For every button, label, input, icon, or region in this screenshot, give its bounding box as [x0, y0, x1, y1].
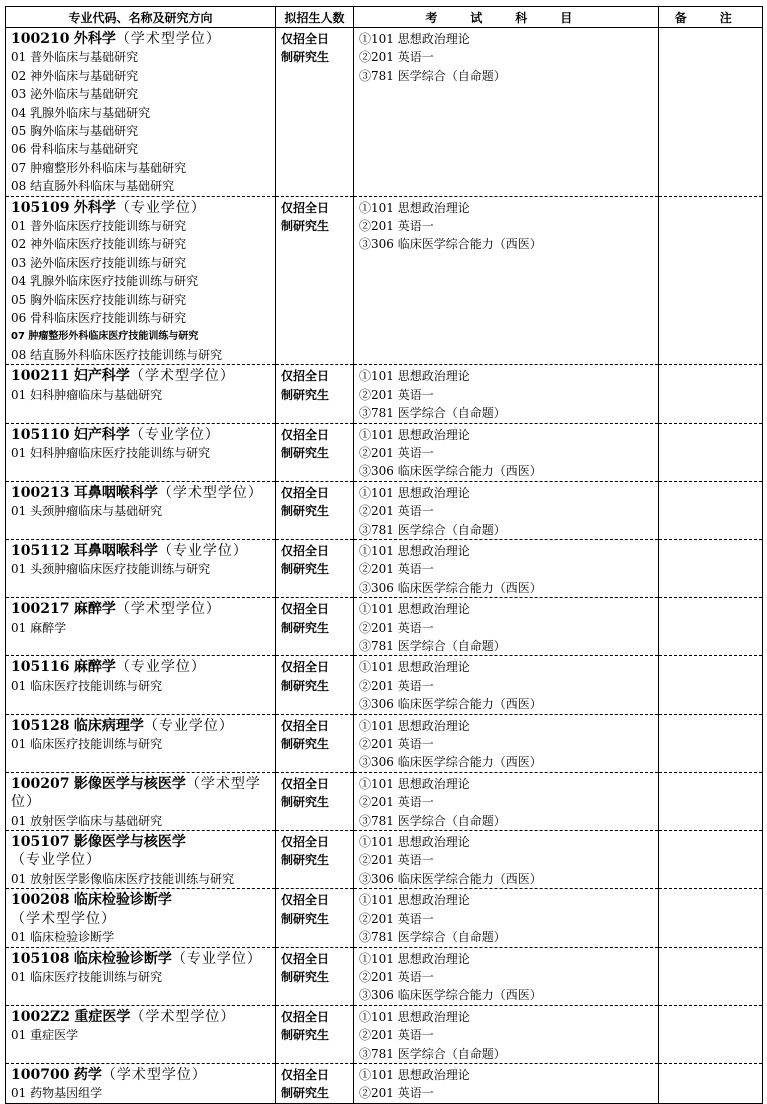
program-name: 影像医学与核医学	[73, 775, 186, 792]
program-heading	[11, 950, 272, 968]
research-direction: 01 药物基因组学	[11, 1086, 103, 1101]
program-code: 100700	[11, 1066, 70, 1083]
exam-subject: ③306 临床医学综合能力（西医）	[359, 464, 542, 479]
enrollment-mode: 仅招全日	[281, 660, 330, 675]
exam-subject: ①101 思想政治理论	[359, 602, 470, 617]
exam-subject: ③306 临床医学综合能力（西医）	[359, 580, 542, 595]
program-cell	[6, 889, 276, 947]
exam-cell	[354, 714, 659, 772]
research-direction: 02 神外临床医疗技能训练与研究	[11, 237, 187, 252]
enrollment-mode: 制研究生	[281, 853, 330, 868]
table-row	[6, 365, 763, 423]
program-name: 妇产科学	[73, 426, 130, 443]
exam-subject: ②201 英语一	[359, 853, 434, 868]
program-name: 妇产科学	[73, 368, 130, 385]
program-cell	[6, 656, 276, 714]
exam-cell	[354, 196, 659, 365]
exam-subject: ③781 医学综合（自命题）	[359, 406, 506, 421]
research-direction: 01 临床医疗技能训练与研究	[11, 678, 163, 693]
program-name: 影像医学与核医学	[73, 834, 186, 851]
program-heading	[11, 775, 272, 812]
program-code: 105112	[11, 542, 70, 559]
enrollment-mode: 制研究生	[281, 620, 330, 635]
program-cell	[6, 772, 276, 830]
exam-subject: ②201 英语一	[359, 445, 434, 460]
degree-type: （学术型学位）	[115, 31, 221, 47]
program-code: 100207	[11, 775, 70, 792]
program-cell	[6, 714, 276, 772]
remarks-cell	[659, 714, 763, 772]
enrollment-cell	[276, 831, 354, 889]
program-heading	[11, 484, 272, 502]
exam-subject: ①101 思想政治理论	[359, 427, 470, 442]
exam-subject: ②201 英语一	[359, 911, 434, 926]
research-direction: 07 肿瘤整形外科临床与基础研究	[11, 160, 187, 175]
program-cell	[6, 481, 276, 539]
program-cell	[6, 539, 276, 597]
research-direction: 01 放射医学临床与基础研究	[11, 813, 163, 828]
program-name: 临床检验诊断学	[73, 950, 172, 967]
research-direction: 04 乳腺外临床与基础研究	[11, 105, 151, 120]
remarks-cell	[659, 656, 763, 714]
program-heading	[11, 367, 272, 385]
enrollment-mode: 仅招全日	[281, 1009, 330, 1024]
remarks-cell	[659, 539, 763, 597]
exam-subject: ①101 思想政治理论	[359, 543, 470, 558]
program-heading	[11, 1066, 272, 1084]
exam-cell	[354, 481, 659, 539]
research-direction: 01 麻醉学	[11, 620, 67, 635]
remarks-cell	[659, 196, 763, 365]
program-cell	[6, 1005, 276, 1063]
exam-cell	[354, 947, 659, 1005]
exam-subject: ①101 思想政治理论	[359, 200, 470, 215]
exam-subject: ③781 医学综合（自命题）	[359, 1046, 506, 1061]
program-name: 临床检验诊断学	[73, 892, 172, 909]
program-heading	[11, 542, 272, 560]
exam-subject: ①101 思想政治理论	[359, 660, 470, 675]
enrollment-mode: 仅招全日	[281, 951, 330, 966]
exam-subject: ③781 医学综合（自命题）	[359, 930, 506, 945]
exam-cell	[354, 365, 659, 423]
enrollment-mode: 仅招全日	[281, 718, 330, 733]
exam-subject: ③306 临床医学综合能力（西医）	[359, 988, 542, 1003]
remarks-cell	[659, 1063, 763, 1103]
degree-type: （学术型学位）	[115, 601, 221, 618]
exam-subject: ③781 医学综合（自命题）	[359, 522, 506, 537]
exam-subject: ②201 英语一	[359, 504, 434, 519]
program-heading	[11, 30, 272, 48]
table-row	[6, 947, 763, 1005]
research-direction: 01 临床医疗技能训练与研究	[11, 737, 163, 752]
exam-cell	[354, 831, 659, 889]
program-name: 重症医学	[74, 1008, 131, 1025]
program-code: 105109	[11, 199, 70, 216]
program-code: 105107	[11, 834, 70, 851]
exam-subject: ②201 英语一	[359, 620, 434, 635]
exam-subject: ③306 临床医学综合能力（西医）	[359, 237, 542, 252]
enrollment-cell	[276, 772, 354, 830]
research-direction: 01 妇科肿瘤临床与基础研究	[11, 387, 163, 402]
table-row	[6, 598, 763, 656]
table-row	[6, 889, 763, 947]
exam-cell	[354, 656, 659, 714]
program-code: 100208	[11, 892, 70, 909]
remarks-cell	[659, 481, 763, 539]
exam-cell	[354, 1005, 659, 1063]
enrollment-mode: 制研究生	[281, 219, 330, 234]
degree-type: （专业学位）	[11, 852, 101, 869]
program-heading	[11, 833, 272, 870]
enrollment-mode: 仅招全日	[281, 602, 330, 617]
enrollment-mode: 制研究生	[281, 795, 330, 810]
enrollment-mode: 制研究生	[281, 387, 330, 402]
research-direction: 06 骨科临床与基础研究	[11, 142, 139, 157]
enrollment-cell	[276, 481, 354, 539]
exam-subject: ③306 临床医学综合能力（西医）	[359, 697, 542, 712]
program-code: 105116	[11, 659, 70, 676]
research-direction: 05 胸外临床医疗技能训练与研究	[11, 292, 187, 307]
degree-type: （学术型学位）	[129, 368, 235, 385]
remarks-cell	[659, 947, 763, 1005]
enrollment-cell	[276, 365, 354, 423]
exam-subject: ②201 英语一	[359, 969, 434, 984]
program-heading	[11, 1008, 272, 1026]
enrollment-cell	[276, 656, 354, 714]
table-row	[6, 539, 763, 597]
degree-type: （学术型学位）	[130, 1008, 236, 1025]
header-remarks: 备 注	[659, 7, 763, 28]
exam-subject: ②201 英语一	[359, 562, 434, 577]
enrollment-mode: 制研究生	[281, 504, 330, 519]
enrollment-mode: 仅招全日	[281, 427, 330, 442]
program-name: 耳鼻咽喉科学	[73, 542, 158, 559]
exam-subject: ②201 英语一	[359, 219, 434, 234]
enrollment-cell	[276, 539, 354, 597]
enrollment-cell	[276, 196, 354, 365]
program-code: 105128	[11, 717, 70, 734]
program-name: 临床病理学	[73, 717, 144, 734]
enrollment-cell	[276, 598, 354, 656]
remarks-cell	[659, 423, 763, 481]
research-direction: 01 临床检验诊断学	[11, 930, 115, 945]
program-heading	[11, 891, 272, 928]
exam-cell	[354, 423, 659, 481]
table-row	[6, 196, 763, 365]
enrollment-mode: 仅招全日	[281, 543, 330, 558]
exam-subject: ①101 思想政治理论	[359, 485, 470, 500]
exam-subject: ③781 医学综合（自命题）	[359, 68, 506, 83]
remarks-cell	[659, 889, 763, 947]
remarks-cell	[659, 1005, 763, 1063]
header-program: 专业代码、名称及研究方向	[6, 7, 276, 28]
program-code: 100217	[11, 601, 70, 618]
enrollment-cell	[276, 714, 354, 772]
degree-type: （专业学位）	[143, 717, 234, 734]
enrollment-mode: 仅招全日	[281, 200, 330, 215]
research-direction: 01 普外临床医疗技能训练与研究	[11, 219, 187, 234]
degree-type: （专业学位）	[115, 199, 206, 216]
program-cell	[6, 598, 276, 656]
table-row	[6, 772, 763, 830]
program-name: 药学	[73, 1066, 102, 1083]
enrollment-mode: 制研究生	[281, 678, 330, 693]
degree-type: （专业学位）	[171, 950, 262, 967]
enrollment-mode: 仅招全日	[281, 32, 330, 46]
research-direction: 06 骨科临床医疗技能训练与研究	[11, 311, 187, 326]
enrollment-mode: 制研究生	[281, 50, 330, 65]
program-cell	[6, 423, 276, 481]
exam-subject: ①101 思想政治理论	[359, 369, 470, 384]
remarks-cell	[659, 365, 763, 423]
exam-subject: ①101 思想政治理论	[359, 1009, 470, 1024]
enrollment-mode: 制研究生	[281, 911, 330, 926]
exam-subject: ①101 思想政治理论	[359, 1067, 470, 1082]
enrollment-mode: 仅招全日	[281, 1067, 330, 1082]
exam-cell	[354, 1063, 659, 1103]
enrollment-mode: 制研究生	[281, 969, 330, 984]
exam-subject: ②201 英语一	[359, 1028, 434, 1043]
enrollment-mode: 仅招全日	[281, 776, 330, 791]
exam-subject: ③781 医学综合（自命题）	[359, 813, 506, 828]
program-heading	[11, 658, 272, 676]
program-name: 外科学	[73, 199, 116, 216]
program-table	[5, 6, 763, 1104]
exam-subject: ①101 思想政治理论	[359, 718, 470, 733]
degree-type: （专业学位）	[115, 659, 206, 676]
exam-subject: ②201 英语一	[359, 795, 434, 810]
research-direction: 01 头颈肿瘤临床与基础研究	[11, 504, 163, 519]
research-direction: 03 泌外临床医疗技能训练与研究	[11, 255, 187, 270]
enrollment-cell	[276, 1063, 354, 1103]
program-code: 100211	[11, 368, 70, 385]
exam-subject: ①101 思想政治理论	[359, 893, 470, 908]
enrollment-mode: 制研究生	[281, 1086, 330, 1101]
table-row	[6, 481, 763, 539]
enrollment-mode: 仅招全日	[281, 893, 330, 908]
enrollment-mode: 仅招全日	[281, 485, 330, 500]
program-code: 105110	[11, 426, 70, 443]
enrollment-cell	[276, 28, 354, 197]
program-heading	[11, 426, 272, 444]
program-name: 麻醉学	[73, 659, 116, 676]
remarks-cell	[659, 772, 763, 830]
enrollment-mode: 仅招全日	[281, 835, 330, 850]
exam-subject: ②201 英语一	[359, 1086, 434, 1101]
research-direction: 04 乳腺外临床医疗技能训练与研究	[11, 274, 199, 289]
exam-cell	[354, 772, 659, 830]
program-cell	[6, 196, 276, 365]
exam-cell	[354, 539, 659, 597]
enrollment-cell	[276, 423, 354, 481]
program-code: 105108	[11, 950, 70, 967]
remarks-cell	[659, 598, 763, 656]
program-heading	[11, 199, 272, 217]
exam-subject: ②201 英语一	[359, 387, 434, 402]
exam-subject: ③306 临床医学综合能力（西医）	[359, 755, 542, 770]
enrollment-mode: 仅招全日	[281, 369, 330, 384]
table-row	[6, 423, 763, 481]
degree-type: （学术型学位）	[11, 910, 116, 927]
exam-subject: ②201 英语一	[359, 50, 434, 65]
research-direction: 01 普外临床与基础研究	[11, 50, 139, 65]
enrollment-cell	[276, 947, 354, 1005]
research-direction: 08 结直肠外科临床医疗技能训练与研究	[11, 347, 223, 362]
exam-subject: ③306 临床医学综合能力（西医）	[359, 871, 542, 886]
exam-subject: ②201 英语一	[359, 737, 434, 752]
exam-subject: ①101 思想政治理论	[359, 951, 470, 966]
header-row	[6, 7, 763, 28]
program-heading	[11, 600, 272, 618]
program-name: 耳鼻咽喉科学	[73, 484, 158, 501]
research-direction: 01 放射医学影像临床医疗技能训练与研究	[11, 871, 235, 886]
header-exam-subjects: 考 试 科 目	[354, 7, 659, 28]
table-row	[6, 656, 763, 714]
table-row	[6, 28, 763, 197]
research-direction: 05 胸外临床与基础研究	[11, 124, 139, 139]
program-cell	[6, 28, 276, 197]
enrollment-mode: 制研究生	[281, 445, 330, 460]
degree-type: （学术型学位）	[101, 1066, 207, 1083]
research-direction: 01 临床医疗技能训练与研究	[11, 969, 163, 984]
exam-subject: ①101 思想政治理论	[359, 776, 470, 791]
research-direction: 02 神外临床与基础研究	[11, 68, 139, 83]
research-direction: 01 妇科肿瘤临床医疗技能训练与研究	[11, 445, 211, 460]
exam-subject: ②201 英语一	[359, 678, 434, 693]
program-name: 外科学	[73, 31, 116, 47]
research-direction: 01 头颈肿瘤临床医疗技能训练与研究	[11, 562, 211, 577]
table-row	[6, 1005, 763, 1063]
table-row	[6, 831, 763, 889]
table-row	[6, 1063, 763, 1103]
enrollment-mode: 制研究生	[281, 737, 330, 752]
program-cell	[6, 1063, 276, 1103]
exam-subject: ①101 思想政治理论	[359, 835, 470, 850]
research-direction: 08 结直肠外科临床与基础研究	[11, 179, 175, 194]
exam-cell	[354, 598, 659, 656]
program-heading	[11, 717, 272, 735]
research-direction: 03 泌外临床与基础研究	[11, 87, 139, 102]
degree-type: （学术型学位）	[11, 775, 261, 811]
enrollment-cell	[276, 1005, 354, 1063]
remarks-cell	[659, 28, 763, 197]
enrollment-cell	[276, 889, 354, 947]
program-cell	[6, 365, 276, 423]
program-cell	[6, 947, 276, 1005]
program-code: 1002Z2	[11, 1008, 70, 1025]
enrollment-mode: 制研究生	[281, 562, 330, 577]
table-row	[6, 714, 763, 772]
remarks-cell	[659, 831, 763, 889]
enrollment-mode: 制研究生	[281, 1028, 330, 1043]
program-cell	[6, 831, 276, 889]
exam-subject: ③781 医学综合（自命题）	[359, 639, 506, 653]
program-name: 麻醉学	[73, 601, 116, 618]
degree-type: （学术型学位）	[157, 484, 263, 501]
exam-cell	[354, 28, 659, 197]
program-code: 100213	[11, 484, 70, 501]
exam-cell	[354, 889, 659, 947]
header-enrollment: 拟招生人数	[276, 7, 354, 28]
degree-type: （专业学位）	[157, 542, 248, 559]
research-direction: 07 肿瘤整形外科临床医疗技能训练与研究	[11, 330, 199, 342]
research-direction: 01 重症医学	[11, 1028, 79, 1043]
exam-subject: ①101 思想政治理论	[359, 32, 470, 46]
program-code: 100210	[11, 31, 70, 47]
degree-type: （专业学位）	[129, 426, 220, 443]
